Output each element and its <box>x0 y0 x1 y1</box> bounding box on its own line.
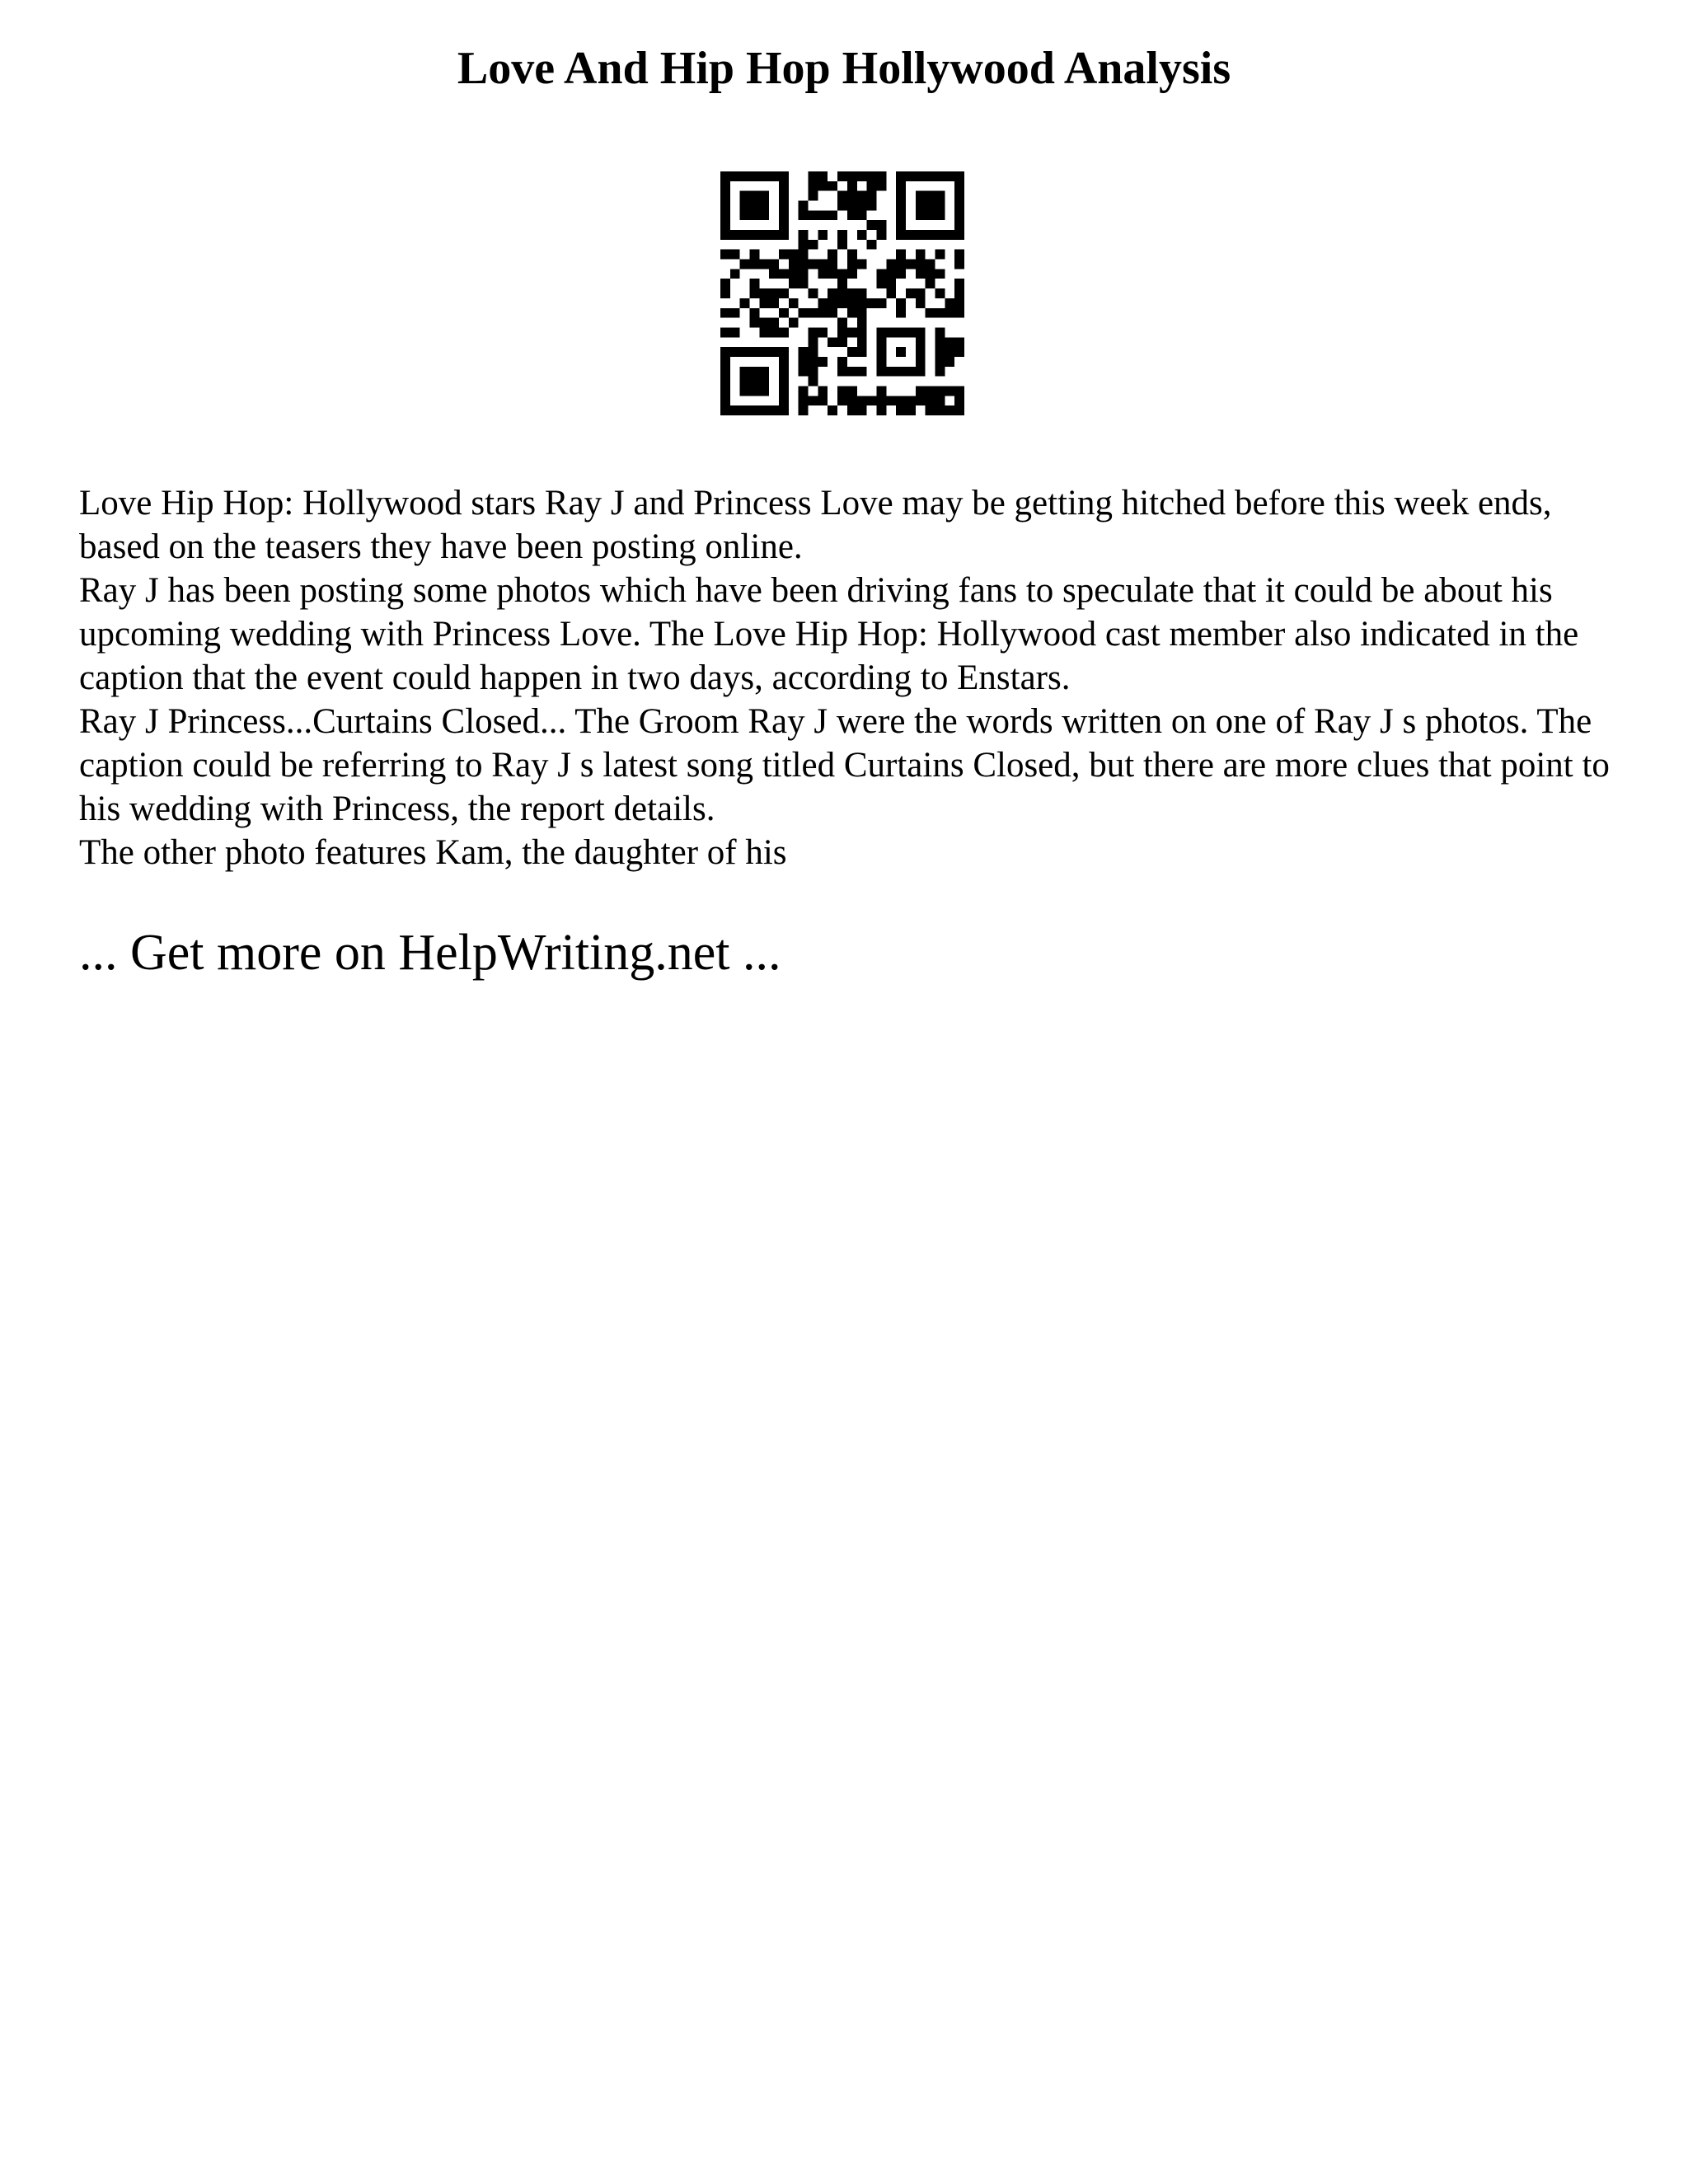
qr-module <box>818 396 828 405</box>
qr-module <box>867 201 877 211</box>
qr-module <box>896 171 906 240</box>
qr-module <box>935 357 945 367</box>
qr-module <box>809 357 818 367</box>
qr-module <box>837 396 847 405</box>
qr-module <box>818 181 828 191</box>
qr-module <box>759 318 769 328</box>
qr-module <box>818 171 828 181</box>
qr-module <box>847 327 857 337</box>
qr-module <box>809 191 818 201</box>
qr-module <box>799 396 809 405</box>
qr-module <box>809 308 818 318</box>
qr-module <box>818 210 828 220</box>
qr-module <box>916 250 926 260</box>
qr-module <box>896 260 906 269</box>
qr-module <box>847 386 857 396</box>
qr-module <box>886 279 896 288</box>
qr-module <box>926 269 935 279</box>
qr-module <box>809 181 818 191</box>
qr-module <box>847 298 857 308</box>
qr-module <box>954 260 964 269</box>
qr-code-icon <box>720 171 964 415</box>
qr-module <box>857 367 867 377</box>
qr-module <box>857 210 867 220</box>
qr-module <box>954 250 964 260</box>
qr-module <box>935 396 945 405</box>
qr-module <box>935 405 945 415</box>
qr-module <box>837 288 847 298</box>
qr-module <box>857 260 867 269</box>
qr-module <box>789 260 799 269</box>
qr-module <box>769 318 779 328</box>
qr-module <box>876 230 886 240</box>
qr-module <box>720 279 730 288</box>
qr-module <box>740 191 770 221</box>
qr-module <box>720 171 730 240</box>
qr-module <box>945 308 954 318</box>
qr-module <box>954 396 964 405</box>
qr-module <box>876 327 886 376</box>
qr-module <box>857 201 867 211</box>
qr-module <box>740 260 750 269</box>
qr-module <box>876 298 886 308</box>
qr-module <box>867 298 877 308</box>
qr-module <box>769 260 779 269</box>
qr-module <box>799 210 809 220</box>
qr-module <box>916 386 926 396</box>
qr-module <box>720 288 730 298</box>
qr-module <box>799 386 809 396</box>
paragraph: Ray J has been posting some photos which have been driving fans to speculate that it could be about his upcoming wedding with Princess Love. The Love Hip Hop: Hollywood cast member also indicated in the caption that the event could happen in two days, according to Enstars. <box>79 571 1579 697</box>
qr-module <box>769 298 779 308</box>
qr-module <box>945 337 954 347</box>
qr-module <box>954 288 964 298</box>
qr-module <box>779 269 789 279</box>
qr-module <box>837 201 847 211</box>
qr-module <box>750 260 760 269</box>
qr-module <box>809 210 818 220</box>
qr-module <box>876 171 886 181</box>
qr-module <box>857 288 867 298</box>
qr-module <box>926 386 935 396</box>
qr-module <box>857 405 867 415</box>
qr-module <box>809 337 818 347</box>
qr-module <box>779 327 789 337</box>
qr-module <box>789 298 799 308</box>
qr-module <box>886 288 896 298</box>
qr-module <box>896 396 906 405</box>
qr-module <box>896 171 964 181</box>
qr-module <box>779 347 789 415</box>
qr-module <box>818 386 828 396</box>
qr-module <box>847 201 857 211</box>
qr-module <box>818 260 828 269</box>
qr-module <box>799 230 809 240</box>
qr-module <box>926 396 935 405</box>
qr-module <box>809 260 818 269</box>
qr-module <box>779 171 789 240</box>
qr-module <box>935 386 945 396</box>
qr-module <box>809 171 818 181</box>
get-more-link[interactable]: ... Get more on HelpWriting.net ... <box>79 925 781 981</box>
qr-module <box>857 337 867 347</box>
qr-module <box>759 260 769 269</box>
qr-module <box>954 386 964 396</box>
qr-module <box>809 288 818 298</box>
qr-module <box>847 269 857 279</box>
qr-module <box>896 269 906 279</box>
qr-module <box>954 308 964 318</box>
qr-module <box>759 327 769 337</box>
qr-module <box>828 308 837 318</box>
qr-module <box>750 318 760 328</box>
qr-module <box>876 269 886 279</box>
qr-module <box>876 279 886 288</box>
qr-module <box>799 250 809 260</box>
qr-module <box>759 298 769 308</box>
qr-module <box>769 288 779 298</box>
qr-module <box>837 318 847 328</box>
qr-module <box>779 308 789 318</box>
qr-module <box>896 250 906 260</box>
qr-module <box>720 347 730 415</box>
qr-module <box>818 230 828 240</box>
qr-module <box>818 308 828 318</box>
qr-module <box>779 288 789 298</box>
qr-module <box>954 298 964 308</box>
qr-module <box>886 269 896 279</box>
qr-module <box>857 230 867 240</box>
qr-module <box>720 250 730 260</box>
qr-module <box>935 308 945 318</box>
qr-module <box>876 181 886 191</box>
qr-module <box>935 347 945 357</box>
qr-module <box>857 171 867 181</box>
qr-module <box>799 240 809 250</box>
qr-module <box>857 396 867 405</box>
qr-module <box>847 191 857 201</box>
qr-module <box>720 405 789 415</box>
qr-module <box>818 327 828 337</box>
qr-module <box>876 220 886 230</box>
qr-module <box>789 279 799 288</box>
qr-module <box>799 367 809 377</box>
qr-module <box>828 250 837 260</box>
qr-module <box>926 260 935 269</box>
qr-module <box>769 269 779 279</box>
qr-module <box>847 367 857 377</box>
qr-module <box>954 337 964 347</box>
qr-module <box>828 210 837 220</box>
qr-module <box>828 269 837 279</box>
qr-module <box>935 337 945 347</box>
qr-module <box>867 396 877 405</box>
qr-module <box>847 347 857 357</box>
qr-module <box>837 337 847 347</box>
qr-module <box>867 240 877 250</box>
qr-module <box>750 250 760 260</box>
qr-module <box>867 171 877 181</box>
qr-module <box>935 269 945 279</box>
qr-module <box>789 318 799 328</box>
paragraph: Love Hip Hop: Hollywood stars Ray J and Princess Love may be getting hitched before this week ends, based on the teasers they have been posting online. <box>79 484 1552 566</box>
qr-module <box>809 327 818 337</box>
qr-module <box>954 279 964 288</box>
qr-module <box>896 308 906 318</box>
qr-module <box>954 405 964 415</box>
qr-module <box>730 269 740 279</box>
qr-module <box>828 260 837 269</box>
qr-module <box>799 357 809 367</box>
qr-module <box>857 298 867 308</box>
qr-module <box>799 260 809 269</box>
qr-module <box>906 260 916 269</box>
qr-module <box>837 191 847 201</box>
qr-module <box>799 269 809 279</box>
qr-module <box>867 181 877 191</box>
qr-module <box>720 347 789 357</box>
qr-module <box>799 201 809 211</box>
qr-module <box>926 308 935 318</box>
qr-module <box>847 250 857 260</box>
qr-module <box>876 386 886 396</box>
qr-module <box>945 386 954 396</box>
qr-module <box>837 240 847 250</box>
qr-module <box>847 260 857 269</box>
qr-module <box>876 405 886 415</box>
qr-module <box>935 327 945 337</box>
qr-module <box>837 269 847 279</box>
qr-module <box>926 405 935 415</box>
qr-code <box>720 171 964 415</box>
qr-module <box>799 308 809 318</box>
qr-module <box>847 396 857 405</box>
qr-module <box>935 288 945 298</box>
qr-module <box>809 367 818 377</box>
qr-module <box>896 405 906 415</box>
page-title: Love And Hip Hop Hollywood Analysis <box>457 43 1231 94</box>
qr-module <box>837 230 847 240</box>
qr-module <box>799 347 809 357</box>
qr-module <box>837 357 847 367</box>
qr-module <box>847 308 857 318</box>
paragraph: Ray J Princess...Curtains Closed... The Groom Ray J were the words written on one of Ray J s photos. The caption could be referring to Ray J s latest song titled Curtains Closed, but there are more clues that point to his wedding with Princess, the report details. <box>79 702 1610 828</box>
qr-module <box>799 279 809 288</box>
qr-module <box>828 181 837 191</box>
qr-module <box>954 347 964 357</box>
qr-module <box>828 405 837 415</box>
qr-module <box>945 405 954 415</box>
qr-module <box>896 230 964 240</box>
qr-module <box>867 220 877 230</box>
qr-module <box>945 347 954 357</box>
qr-module <box>935 367 945 377</box>
qr-module <box>847 288 857 298</box>
qr-module <box>720 327 730 337</box>
qr-module <box>779 250 789 260</box>
qr-module <box>926 279 935 288</box>
qr-module <box>837 327 847 337</box>
qr-module <box>740 298 750 308</box>
qr-module <box>916 288 926 298</box>
qr-module <box>847 405 857 415</box>
qr-module <box>837 298 847 308</box>
qr-module <box>837 171 847 181</box>
qr-module <box>759 288 769 298</box>
qr-module <box>896 347 906 357</box>
qr-module <box>857 308 867 318</box>
qr-module <box>828 288 837 298</box>
qr-module <box>837 279 847 288</box>
paragraph: The other photo features Kam, the daughter of his <box>79 833 787 872</box>
qr-module <box>847 181 857 191</box>
qr-module <box>896 298 906 308</box>
qr-module <box>876 396 886 405</box>
qr-module <box>818 298 828 308</box>
qr-module <box>954 171 964 240</box>
qr-module <box>916 396 926 405</box>
qr-module <box>750 279 760 288</box>
qr-module <box>789 269 799 279</box>
qr-module <box>906 405 916 415</box>
qr-module <box>809 240 818 250</box>
qr-module <box>847 171 857 181</box>
qr-module <box>837 386 847 396</box>
qr-module <box>916 327 926 376</box>
qr-module <box>945 298 954 308</box>
qr-module <box>828 337 837 347</box>
qr-module <box>916 260 926 269</box>
qr-module <box>789 250 799 260</box>
qr-module <box>720 230 789 240</box>
qr-module <box>720 308 730 318</box>
qr-module <box>857 191 867 201</box>
qr-module <box>945 357 954 367</box>
qr-module <box>720 171 789 181</box>
qr-module <box>740 367 770 396</box>
qr-module <box>809 396 818 405</box>
qr-module <box>867 191 877 201</box>
qr-module <box>809 347 818 357</box>
qr-module <box>916 269 926 279</box>
qr-module <box>886 260 896 269</box>
qr-module <box>750 288 760 298</box>
qr-module <box>730 250 740 260</box>
qr-module <box>809 377 818 387</box>
qr-module <box>730 308 740 318</box>
qr-module <box>799 405 809 415</box>
qr-module <box>916 191 945 221</box>
qr-module <box>828 298 837 308</box>
qr-module <box>818 357 828 367</box>
qr-module <box>857 327 867 337</box>
qr-module <box>886 396 896 405</box>
qr-module <box>916 298 926 308</box>
qr-module <box>750 308 760 318</box>
qr-module <box>906 288 916 298</box>
qr-module <box>837 367 847 377</box>
qr-module <box>769 327 779 337</box>
qr-module <box>935 250 945 260</box>
qr-module <box>857 318 867 328</box>
qr-module <box>818 269 828 279</box>
article-body <box>79 481 1629 874</box>
qr-module <box>730 327 740 337</box>
qr-module <box>857 347 867 357</box>
qr-module <box>906 396 916 405</box>
qr-module <box>847 210 857 220</box>
